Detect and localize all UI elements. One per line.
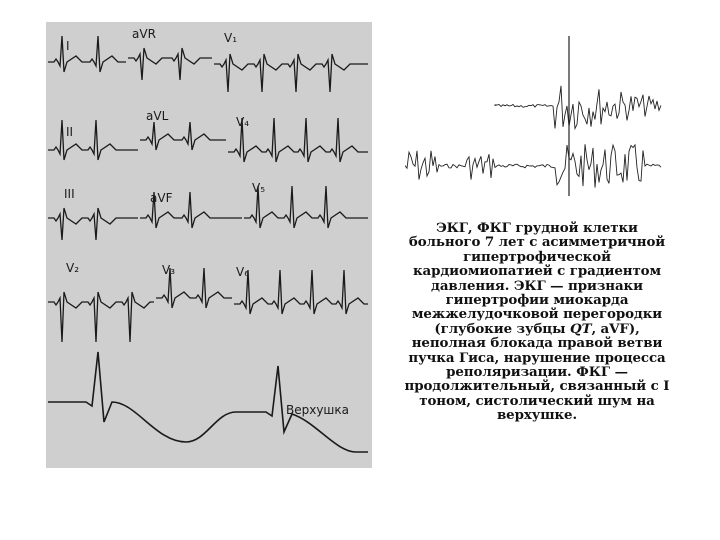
- figure-caption: [404, 221, 670, 423]
- ecg-trace-v6: [234, 270, 368, 314]
- lead-label-v6: V₆: [236, 265, 250, 279]
- lead-label-apex: Верхушка: [286, 403, 350, 417]
- lead-label-avf: aVF: [150, 191, 173, 205]
- lead-label-avr: aVR: [132, 27, 156, 41]
- ecg-trace-avl: [140, 122, 226, 150]
- pcg-traces: [405, 36, 661, 196]
- lead-label-II: II: [66, 125, 74, 139]
- pcg-trace-upper: [495, 86, 661, 129]
- ecg-trace-I: [48, 36, 126, 72]
- ecg-trace-v2: [48, 292, 154, 342]
- ecg-trace-III: [48, 208, 138, 240]
- pcg-tracings: [405, 36, 663, 203]
- ecg-figure: [46, 22, 372, 468]
- caption-text-1: ЭКГ, ФКГ грудной клетки больного 7 лет с асимметричной гипертрофической кардиомиопатией с градиентом давления. ЭКГ — признаки гипертрофии миокарда межжелудочковой перегородки (глубокие зубцы: [408, 220, 666, 337]
- caption-italic-qt: QT: [570, 320, 592, 337]
- ecg-trace-v1: [214, 54, 368, 92]
- ecg-trace-II: [48, 120, 138, 160]
- lead-label-v2: V₂: [66, 261, 80, 275]
- lead-label-avl: aVL: [146, 109, 169, 123]
- pcg-figure: [405, 36, 663, 203]
- lead-label-v4: V₄: [236, 115, 250, 129]
- lead-label-v5: V₅: [252, 181, 266, 195]
- pcg-trace-lower: [405, 144, 661, 187]
- lead-label-v3: V₃: [162, 263, 176, 277]
- lead-label-III: III: [64, 187, 75, 201]
- caption-text-2: , aVF), неполная блокада правой ветви пучка Гиса, нарушение процесса реполяризации. ФКГ — продолжительный, связанный с I тоном, систолический шум на верхушке.: [404, 320, 670, 424]
- lead-label-v1: V₁: [224, 31, 238, 45]
- ecg-tracings: [46, 22, 372, 468]
- ecg-trace-avr: [128, 48, 212, 80]
- ecg-trace-apex: [48, 352, 368, 452]
- ecg-traces: [48, 36, 368, 452]
- lead-label-I: I: [66, 39, 70, 53]
